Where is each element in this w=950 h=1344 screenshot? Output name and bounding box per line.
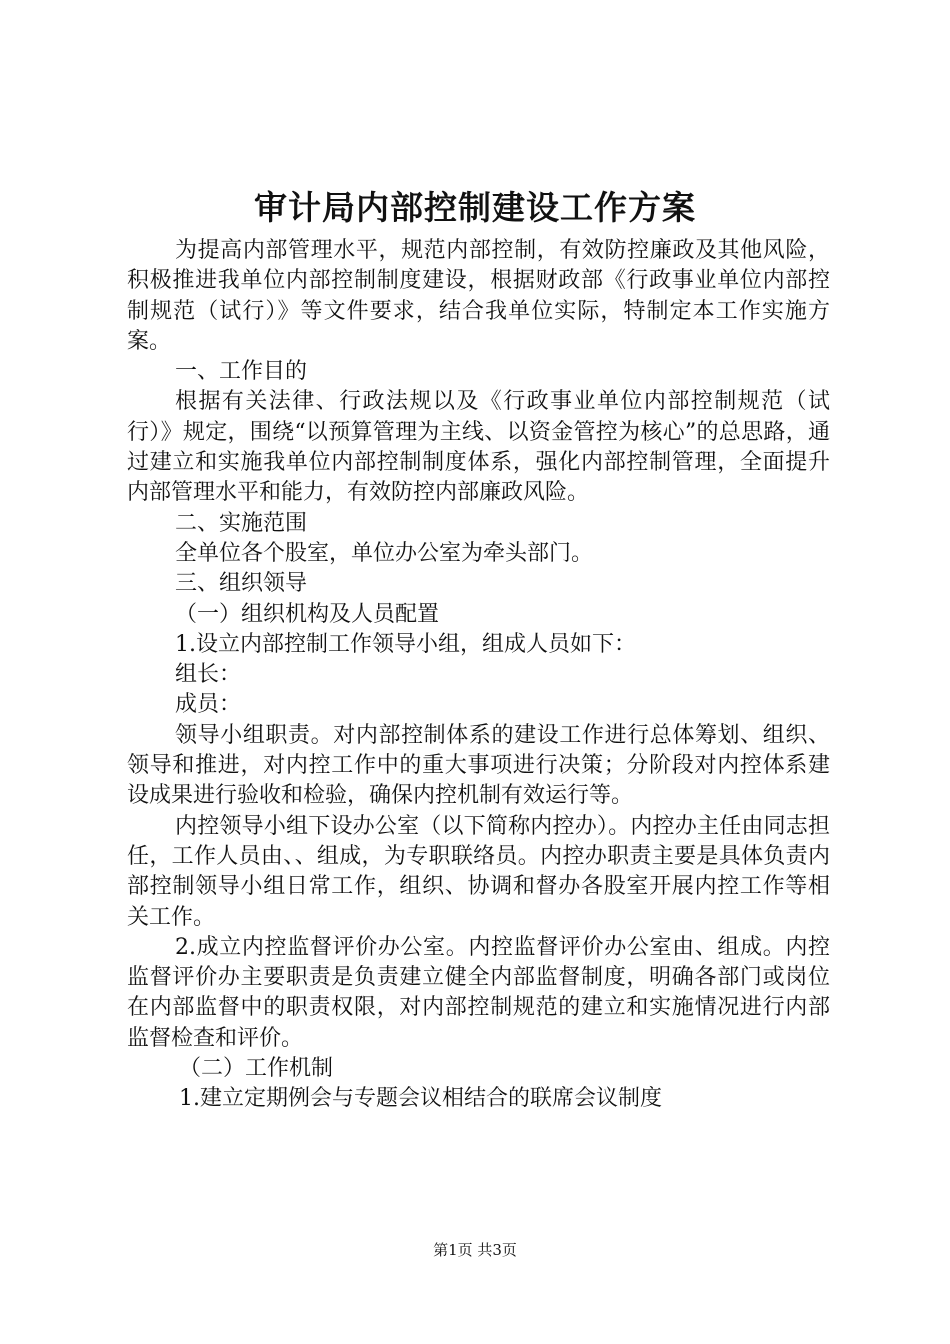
section-heading-leadership: 三、组织领导 <box>175 571 308 597</box>
page-footer: 第1页 共3页 <box>433 1241 517 1259</box>
scope-paragraph: 全单位各个股室，单位办公室为牵头部门。 <box>175 540 594 566</box>
subsection-heading-organization: （一）组织机构及人员配置 <box>175 601 440 627</box>
purpose-paragraph: 根据有关法律、行政法规以及《行政事业单位内部控制规范（试行）》规定，围绕“以预算管理为主线、以资金管控为核心”的总思路，通过建立和实施我单位内部控制制度体系，强化内部控制管理，全面提升内部管理水平和能力，有效防控内部廉政风险。 <box>127 389 830 506</box>
group-duties-paragraph: 领导小组职责。对内部控制体系的建设工作进行总体筹划、组织、领导和推进，对内控工作中的重大事项进行决策；分阶段对内控体系建设成果进行验收和检验，确保内控机制有效运行等。 <box>127 722 830 809</box>
control-office-paragraph: 内控领导小组下设办公室（以下简称内控办）。内控办主任由同志担任，工作人员由、、组成，为专职联络员。内控办职责主要是具体负责内部控制领导小组日常工作，组织、协调和督办各股室开展内控工作等相关工作。 <box>127 813 830 930</box>
document-title: 审计局内部控制建设工作方案 <box>254 188 696 227</box>
section-heading-scope: 二、实施范围 <box>175 510 308 536</box>
document-body <box>127 236 830 1115</box>
subsection-heading-mechanism: （二）工作机制 <box>179 1056 334 1082</box>
group-members-line: 成员： <box>175 692 242 718</box>
intro-paragraph: 为提高内部管理水平，规范内部控制，有效防控廉政及其他风险，积极推进我单位内部控制制度建设，根据财政部《行政事业单位内部控制规范（试行）》等文件要求，结合我单位实际，特制定本工作实施方案。 <box>127 238 830 354</box>
supervision-office-paragraph: 2.成立内控监督评价办公室。内控监督评价办公室由、组成。内控监督评价办主要职责是负责建立健全内部监督制度，明确各部门或岗位在内部监督中的职责权限，对内部控制规范的建立和实施情况进行内部监督检查和评价。 <box>127 934 830 1051</box>
item-joint-meeting: 1.建立定期例会与专题会议相结合的联席会议制度 <box>179 1086 662 1112</box>
item-leading-group: 1.设立内部控制工作领导小组，组成人员如下： <box>175 631 636 657</box>
section-heading-purpose: 一、工作目的 <box>175 359 308 385</box>
group-leader-line: 组长： <box>175 662 242 688</box>
